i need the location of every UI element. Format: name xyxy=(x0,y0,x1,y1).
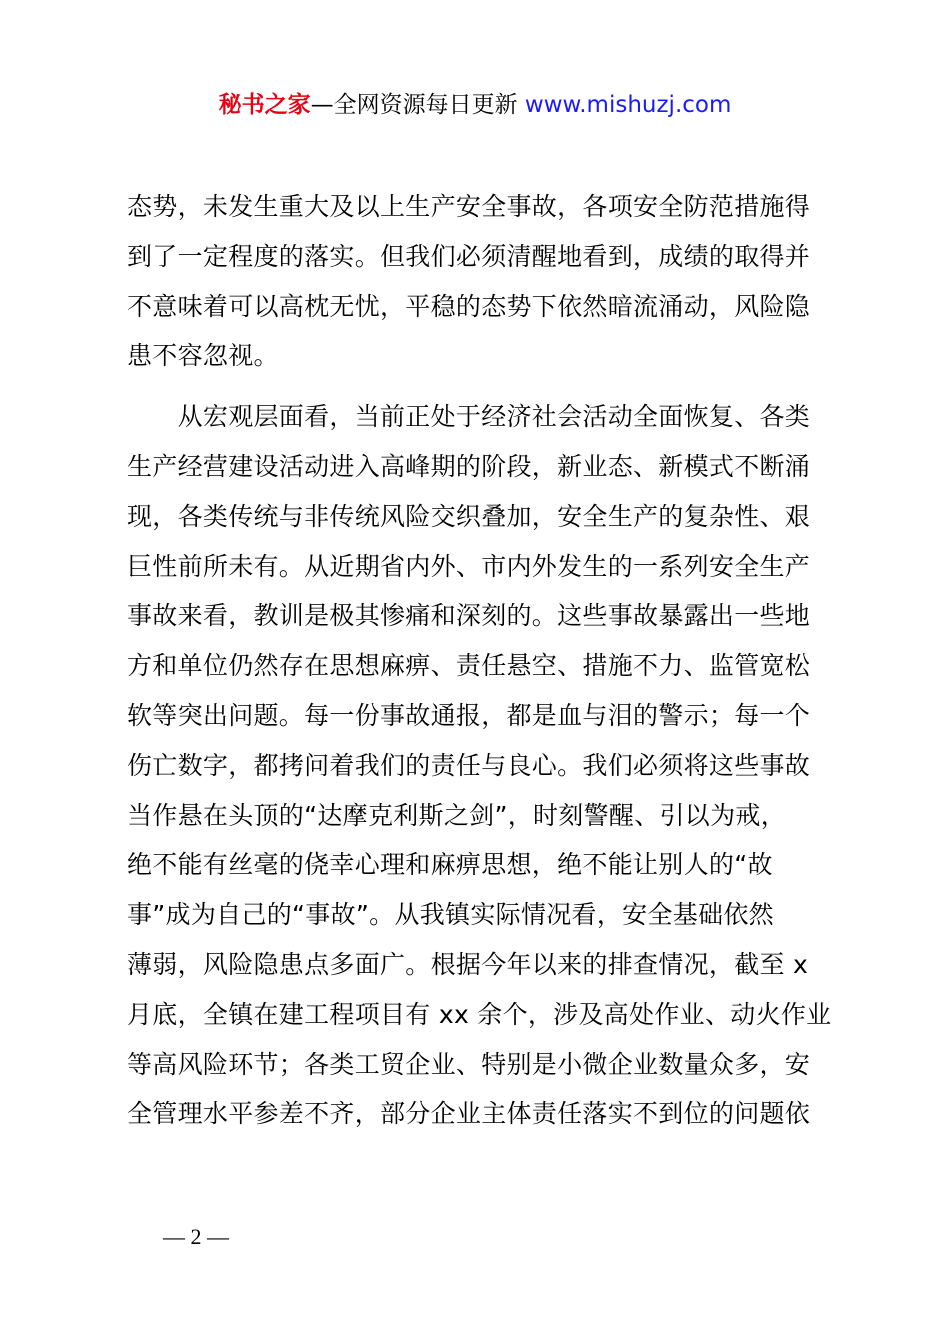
text-line: 软等突出问题。每一份事故通报，都是血与泪的警示；每一个 xyxy=(127,700,811,730)
text-line: 到了一定程度的落实。但我们必须清醒地看到，成绩的取得并 xyxy=(127,241,811,271)
text-line: 绝不能有丝毫的侥幸心理和麻痹思想，绝不能让别人的“故 xyxy=(127,850,773,880)
text-line: 薄弱，风险隐患点多面广。根据今年以来的排查情况，截至 x xyxy=(127,949,809,979)
text-line: 全管理水平参差不齐，部分企业主体责任落实不到位的问题依 xyxy=(127,1099,811,1129)
text-line: 现，各类传统与非传统风险交织叠加，安全生产的复杂性、艰 xyxy=(127,501,811,531)
text-line: 从宏观层面看，当前正处于经济社会活动全面恢复、各类 xyxy=(127,402,811,432)
text-line: 事故来看，教训是极其惨痛和深刻的。这些事故暴露出一些地 xyxy=(127,601,811,631)
brand-name: 秘书之家 xyxy=(218,92,311,118)
header-tagline: —全网资源每日更新 xyxy=(310,92,525,118)
text-line: 等高风险环节；各类工贸企业、特别是小微企业数量众多，安 xyxy=(127,1049,811,1079)
text-line: 方和单位仍然存在思想麻痹、责任悬空、措施不力、监管宽松 xyxy=(127,651,811,681)
text-line: 不意味着可以高枕无忧，平稳的态势下依然暗流涌动，风险隐 xyxy=(127,291,811,321)
text-line: 生产经营建设活动进入高峰期的阶段，新业态、新模式不断涌 xyxy=(127,451,811,481)
text-line: 伤亡数字，都拷问着我们的责任与良心。我们必须将这些事故 xyxy=(127,750,811,780)
site-url-link[interactable]: www.mishuzj.com xyxy=(524,92,732,118)
text-line: 月底，全镇在建工程项目有 xx 余个，涉及高处作业、动火作业 xyxy=(127,999,832,1029)
page-number: — 2 — xyxy=(163,1224,229,1249)
text-line: 患不容忽视。 xyxy=(127,341,279,371)
page-header xyxy=(0,88,950,122)
text-line: 当作悬在头顶的“达摩克利斯之剑”，时刻警醒、引以为戒， xyxy=(127,800,787,830)
text-line: 巨性前所未有。从近期省内外、市内外发生的一系列安全生产 xyxy=(127,551,811,581)
document-body xyxy=(127,182,833,1139)
text-line: 事”成为自己的“事故”。从我镇实际情况看，安全基础依然 xyxy=(127,900,774,930)
text-line: 态势，未发生重大及以上生产安全事故，各项安全防范措施得 xyxy=(127,192,811,221)
